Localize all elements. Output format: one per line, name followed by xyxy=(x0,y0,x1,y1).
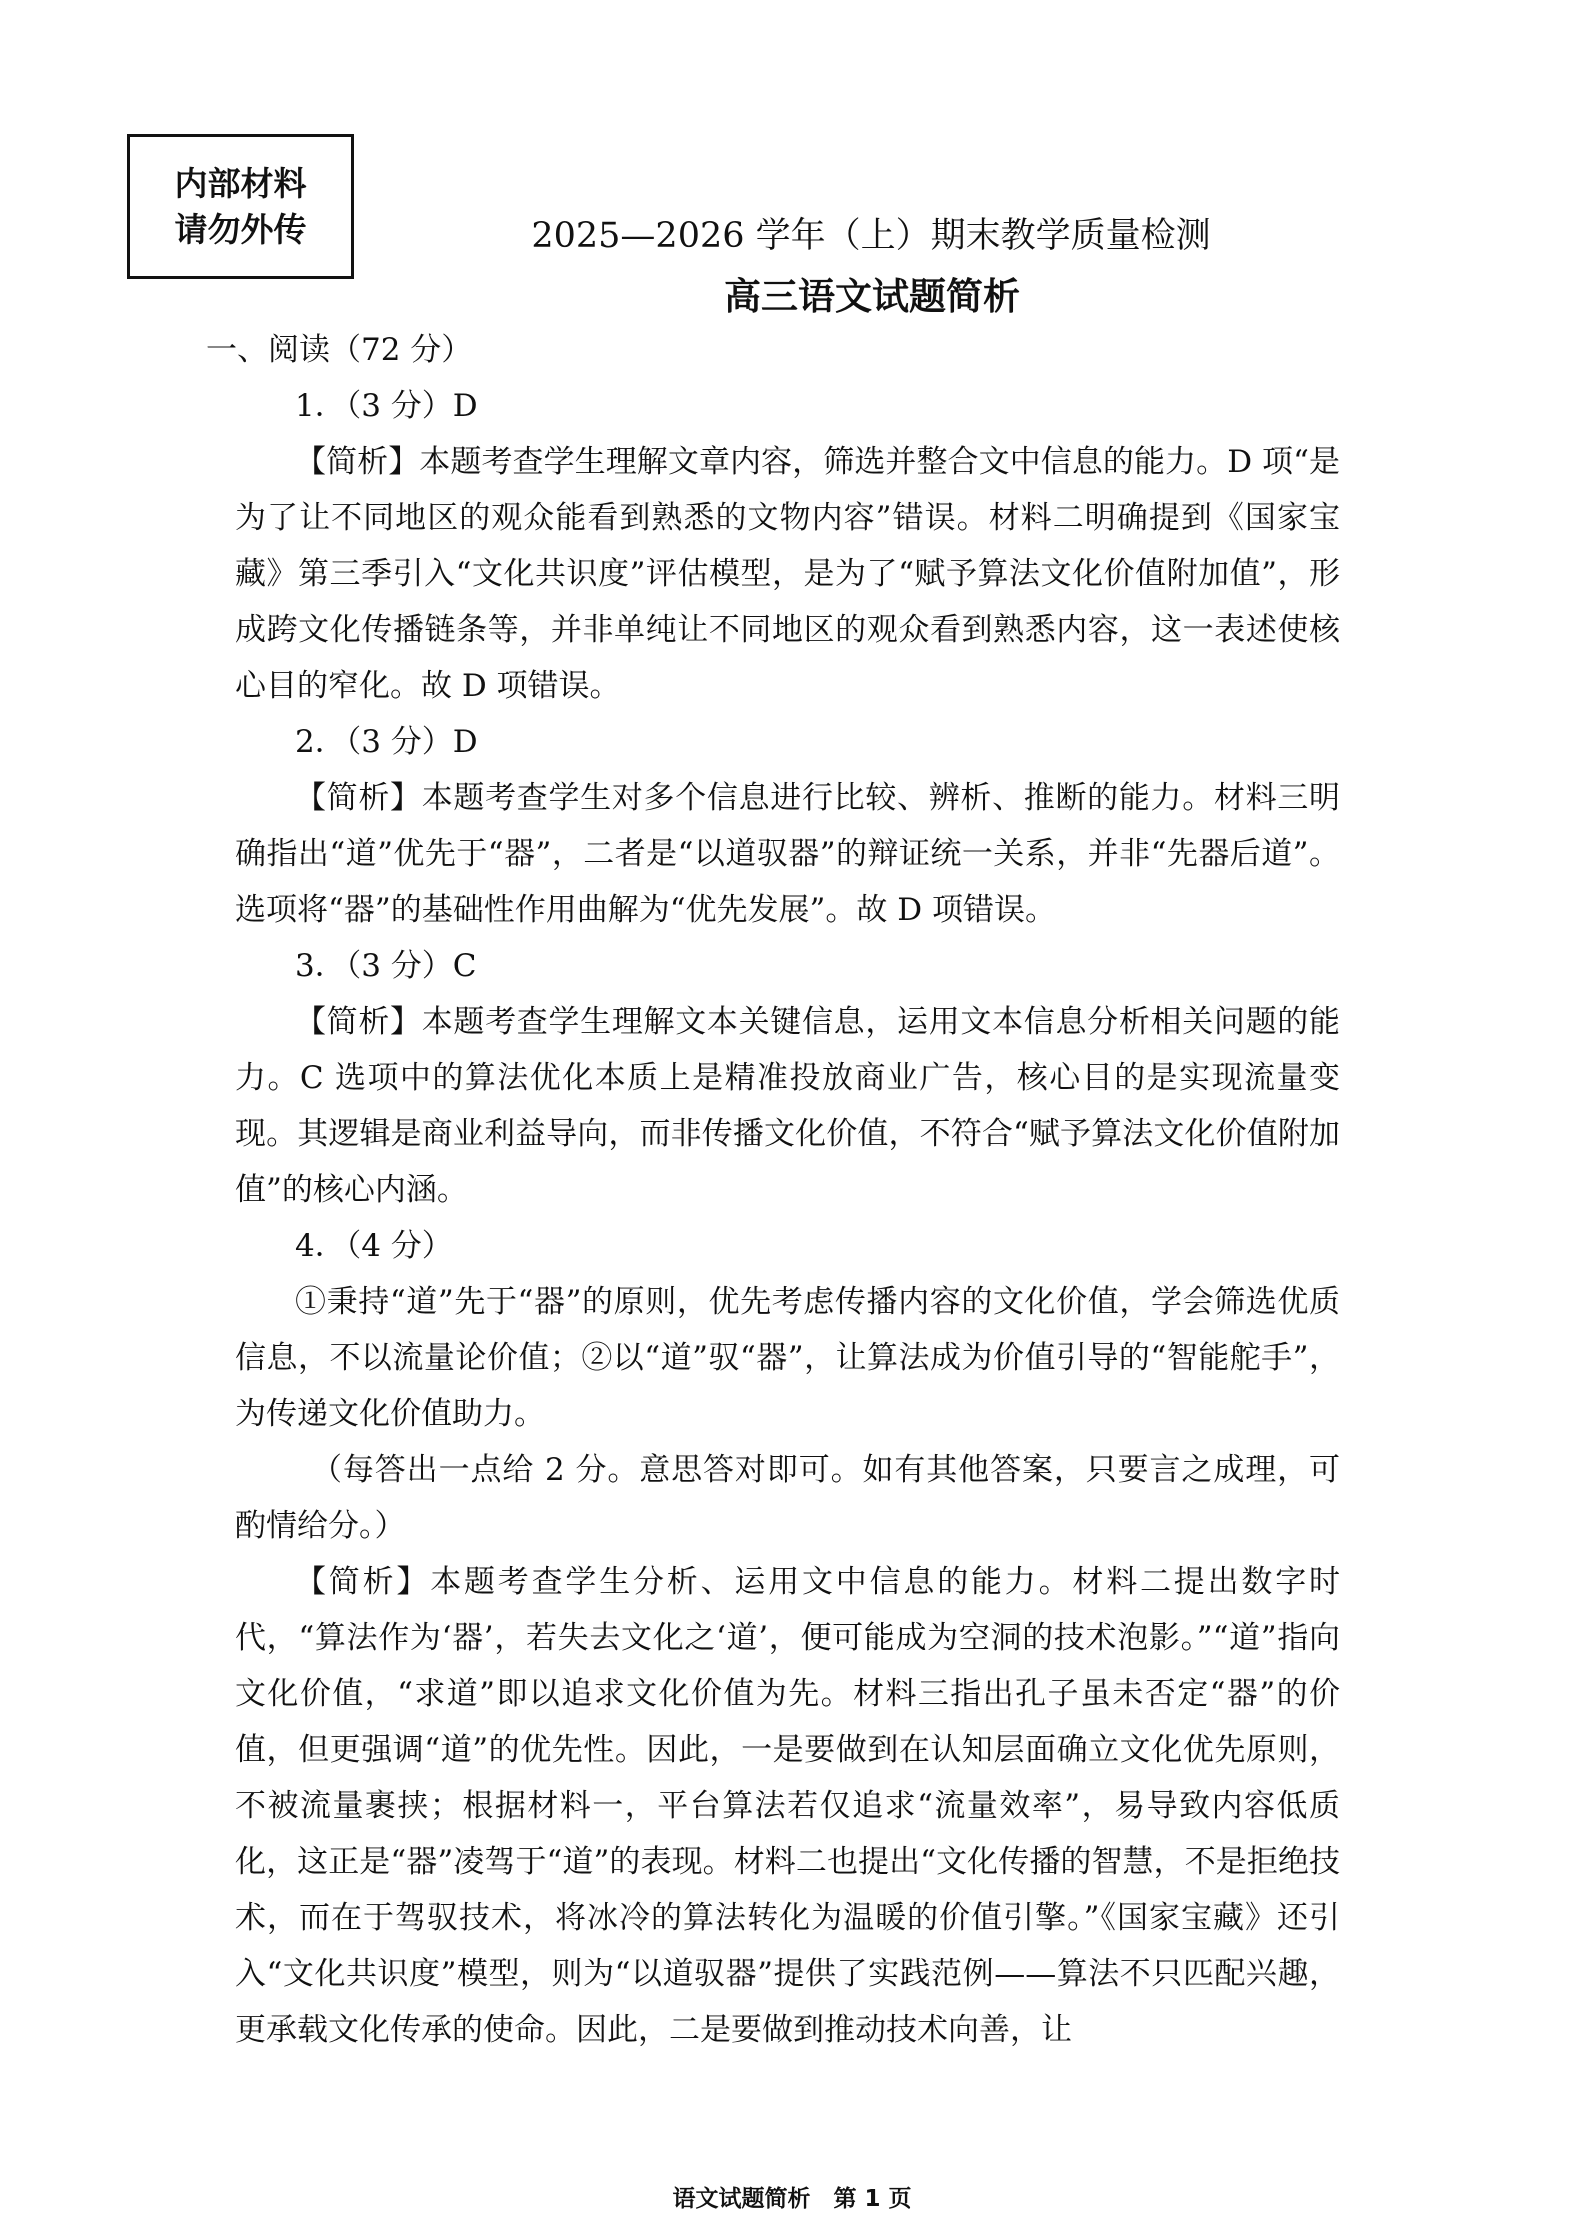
question-3-analysis: 【简析】本题考查学生理解文本关键信息，运用文本信息分析相关问题的能力。C 选项中的算法优化本质上是精准投放商业广告，核心目的是实现流量变现。其逻辑是商业利益导向，而非传播文化价值，不符合“赋予算法文化价值附加值”的核心内涵。 xyxy=(235,1004,1340,1208)
exam-title: 2025—2026 学年（上）期末教学质量检测 xyxy=(531,216,1211,256)
page-footer: 语文试题简析 第 1 页 xyxy=(672,2186,912,2212)
question-1-analysis: 【简析】本题考查学生理解文章内容，筛选并整合文中信息的能力。D 项“是为了让不同地区的观众能看到熟悉的文物内容”错误。材料二明确提到《国家宝藏》第三季引入“文化共识度”评估模型，是为了“赋予算法文化价值附加值”，形成跨文化传播链条等，并非单纯让不同地区的观众看到熟悉内容，这一表述使核心目的窄化。故 D 项错误。 xyxy=(235,444,1340,704)
question-1-number: 1．（3 分）D xyxy=(295,388,478,424)
question-4-scoring-note: （每答出一点给 2 分。意思答对即可。如有其他答案，只要言之成理，可酌情给分。） xyxy=(235,1452,1340,1544)
stamp-line-1: 内部材料 xyxy=(174,163,307,203)
stamp-line-2: 请勿外传 xyxy=(174,209,307,249)
section-heading: 一、阅读（72 分） xyxy=(206,332,473,368)
document-subtitle: 高三语文试题简析 xyxy=(724,275,1020,318)
question-4-number: 4．（4 分） xyxy=(295,1228,453,1264)
question-3-number: 3．（3 分）C xyxy=(295,948,477,984)
question-2-analysis: 【简析】本题考查学生对多个信息进行比较、辨析、推断的能力。材料三明确指出“道”优先于“器”，二者是“以道驭器”的辩证统一关系，并非“先器后道”。选项将“器”的基础性作用曲解为“优先发展”。故 D 项错误。 xyxy=(235,780,1340,928)
question-4-analysis: 【简析】本题考查学生分析、运用文中信息的能力。材料二提出数字时代，“算法作为‘器’，若失去文化之‘道’，便可能成为空洞的技术泡影。”“道”指向文化价值，“求道”即以追求文化价值为先。材料三指出孔子虽未否定“器”的价值，但更强调“道”的优先性。因此，一是要做到在认知层面确立文化优先原则，不被流量裹挟；根据材料一，平台算法若仅追求“流量效率”，易导致内容低质化，这正是“器”凌驾于“道”的表现。材料二也提出“文化传播的智慧，不是拒绝技术，而在于驾驭技术，将冰冷的算法转化为温暖的价值引擎。”《国家宝藏》还引入“文化共识度”模型，则为“以道驭器”提供了实践范例——算法不只匹配兴趣，更承载文化传承的使命。因此，二是要做到推动技术向善，让 xyxy=(235,1564,1340,2048)
question-2-number: 2．（3 分）D xyxy=(295,724,478,760)
document-body xyxy=(206,322,1340,2058)
question-4-answer: ①秉持“道”先于“器”的原则，优先考虑传播内容的文化价值，学会筛选优质信息，不以流量论价值；②以“道”驭“器”，让算法成为价值引导的“智能舵手”，为传递文化价值助力。 xyxy=(235,1284,1340,1432)
